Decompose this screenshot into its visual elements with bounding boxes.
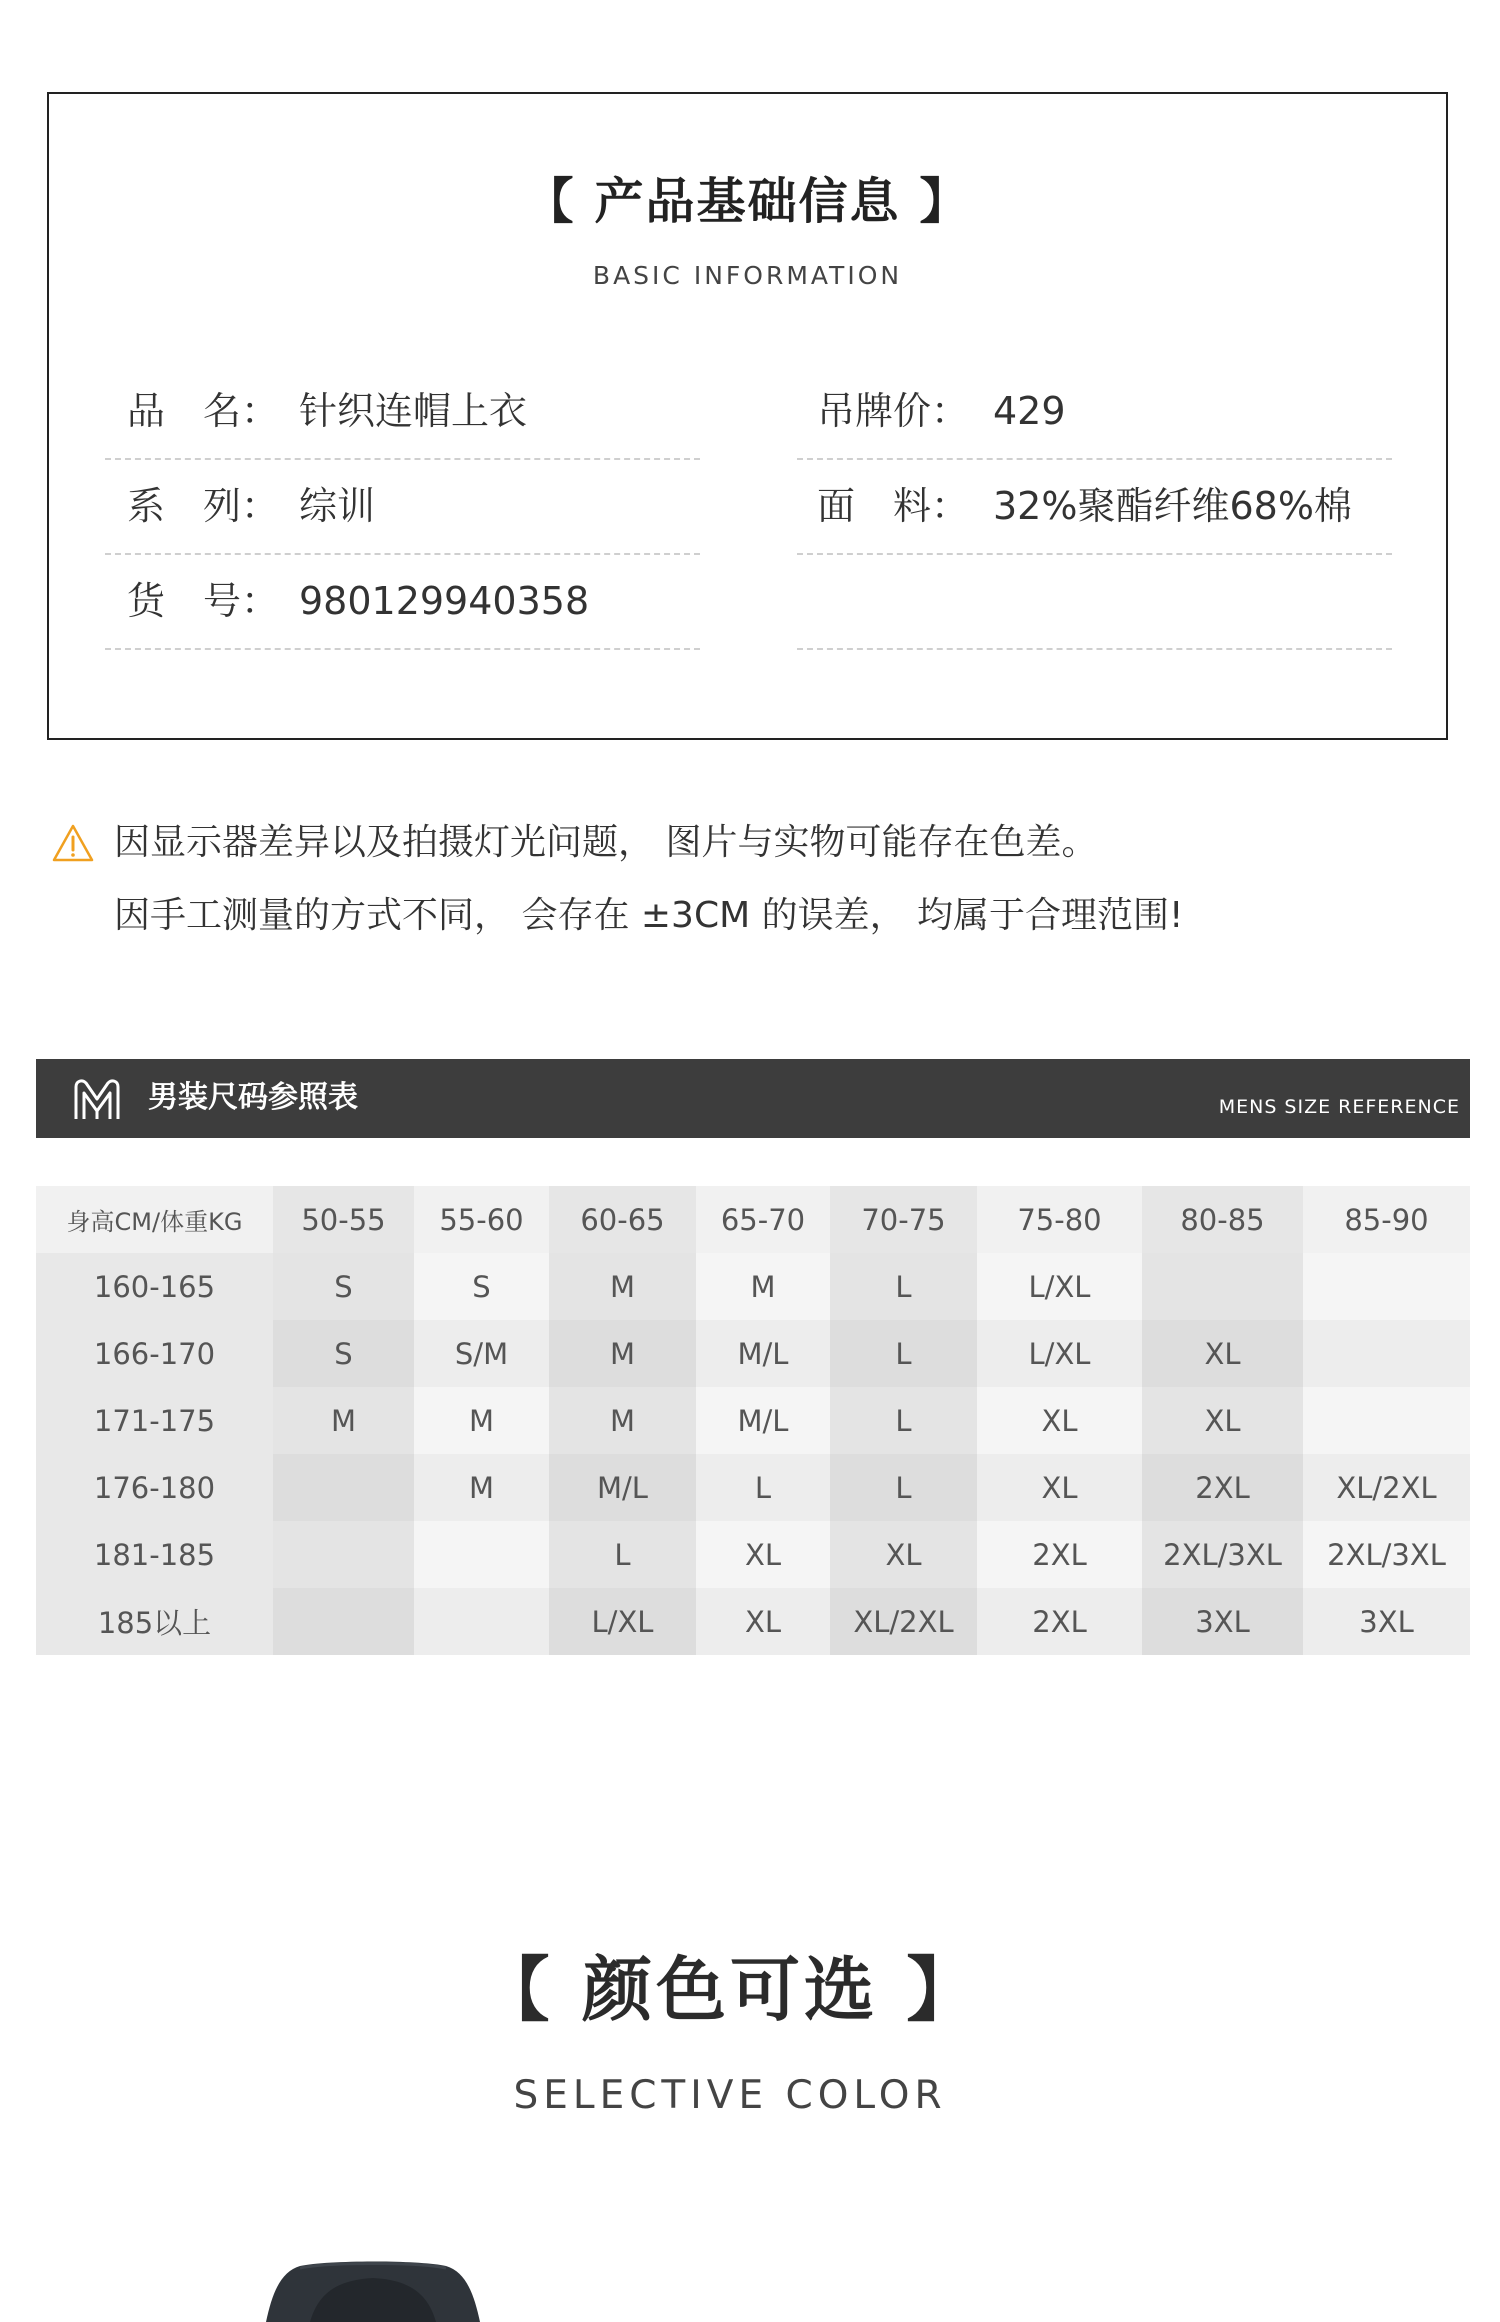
size-cell: S [273,1253,414,1320]
size-cell [1303,1253,1470,1320]
height-cell: 171-175 [36,1387,273,1454]
size-table-row [36,1454,1470,1521]
weight-header: 80-85 [1142,1186,1303,1253]
size-chart-subtitle: MENS SIZE REFERENCE [1218,1096,1460,1118]
info-label: 品 名： [127,389,280,433]
size-cell: XL [1142,1320,1303,1387]
info-row-fabric [797,461,1392,555]
size-cell: 2XL [1142,1454,1303,1521]
weight-header: 70-75 [830,1186,977,1253]
size-cell: XL [977,1387,1142,1454]
size-table-row [36,1253,1470,1320]
size-cell: XL/2XL [830,1588,977,1655]
size-cell: L [830,1253,977,1320]
size-cell [1303,1387,1470,1454]
size-cell: 2XL [977,1521,1142,1588]
info-value: 980129940358 [299,579,590,623]
brand-m-logo-icon [70,1075,124,1123]
basic-info-panel [47,92,1448,740]
size-cell: XL [977,1454,1142,1521]
basic-info-subtitle: BASIC INFORMATION [592,261,903,290]
size-cell [1303,1320,1470,1387]
height-cell: 160-165 [36,1253,273,1320]
size-cell [1142,1253,1303,1320]
size-cell: M [273,1387,414,1454]
basic-info-title: 【 产品基础信息 】 [524,173,971,230]
notice-line-color-difference: 因显示器差异以及拍摄灯光问题， 图片与实物可能存在色差。 [114,822,1098,863]
size-cell: XL [830,1521,977,1588]
size-cell: M [414,1387,549,1454]
size-table-row [36,1521,1470,1588]
size-cell: S [273,1320,414,1387]
info-row-series [105,461,700,555]
size-cell: S/M [414,1320,549,1387]
size-chart-table [36,1186,1470,1655]
size-cell [273,1588,414,1655]
size-cell: L [830,1454,977,1521]
size-cell [273,1454,414,1521]
weight-header: 60-65 [549,1186,696,1253]
size-table-row [36,1387,1470,1454]
size-cell [414,1588,549,1655]
info-label: 面 料： [817,484,970,528]
size-cell: M [549,1320,696,1387]
info-value: 针织连帽上衣 [299,389,528,433]
size-cell: L [830,1320,977,1387]
size-cell: 3XL [1142,1588,1303,1655]
size-cell: L/XL [977,1253,1142,1320]
weight-header: 75-80 [977,1186,1142,1253]
height-cell: 181-185 [36,1521,273,1588]
info-value: 综训 [299,484,376,528]
weight-header: 50-55 [273,1186,414,1253]
size-cell: M/L [549,1454,696,1521]
size-cell: XL [696,1521,830,1588]
info-value: 429 [993,389,1066,433]
info-row-article-number [105,556,700,650]
size-cell: M [549,1253,696,1320]
size-cell: M/L [696,1387,830,1454]
size-cell: 3XL [1303,1588,1470,1655]
size-cell: 2XL/3XL [1142,1521,1303,1588]
info-row-empty [797,556,1392,650]
size-cell: M [696,1253,830,1320]
size-table-row [36,1588,1470,1655]
height-cell: 166-170 [36,1320,273,1387]
size-cell: L [830,1387,977,1454]
size-cell: XL [1142,1387,1303,1454]
info-label: 吊牌价： [817,389,970,433]
size-table-header-row [36,1186,1470,1253]
selective-color-title: 【 颜色可选 】 [479,1949,981,2031]
weight-header: 65-70 [696,1186,830,1253]
notice-line-measurement-error: 因手工测量的方式不同， 会存在 ±3CM 的误差， 均属于合理范围! [114,895,1184,936]
size-cell: L/XL [977,1320,1142,1387]
size-cell: M/L [696,1320,830,1387]
info-value: 32%聚酯纤维68%棉 [993,484,1352,528]
size-cell [273,1521,414,1588]
info-label: 系 列： [127,484,280,528]
size-cell: 2XL [977,1588,1142,1655]
height-cell: 176-180 [36,1454,273,1521]
size-chart-title: 男装尺码参照表 [148,1080,358,1115]
size-cell [414,1521,549,1588]
info-row-product-name [105,366,700,460]
info-row-tag-price [797,366,1392,460]
size-chart-header [36,1059,1470,1138]
hoodie-product-image [258,2260,488,2322]
size-cell: M [414,1454,549,1521]
height-cell: 185以上 [36,1588,273,1655]
size-cell: M [549,1387,696,1454]
size-cell: XL/2XL [1303,1454,1470,1521]
corner-label: 身高CM/体重KG [36,1186,273,1253]
warning-triangle-icon [52,824,94,862]
size-cell: L/XL [549,1588,696,1655]
size-cell: 2XL/3XL [1303,1521,1470,1588]
info-label: 货 号： [127,579,280,623]
size-cell: L [696,1454,830,1521]
weight-header: 85-90 [1303,1186,1470,1253]
size-cell: L [549,1521,696,1588]
selective-color-subtitle: SELECTIVE COLOR [513,2073,947,2118]
weight-header: 55-60 [414,1186,549,1253]
size-cell: XL [696,1588,830,1655]
size-table-row [36,1320,1470,1387]
size-cell: S [414,1253,549,1320]
